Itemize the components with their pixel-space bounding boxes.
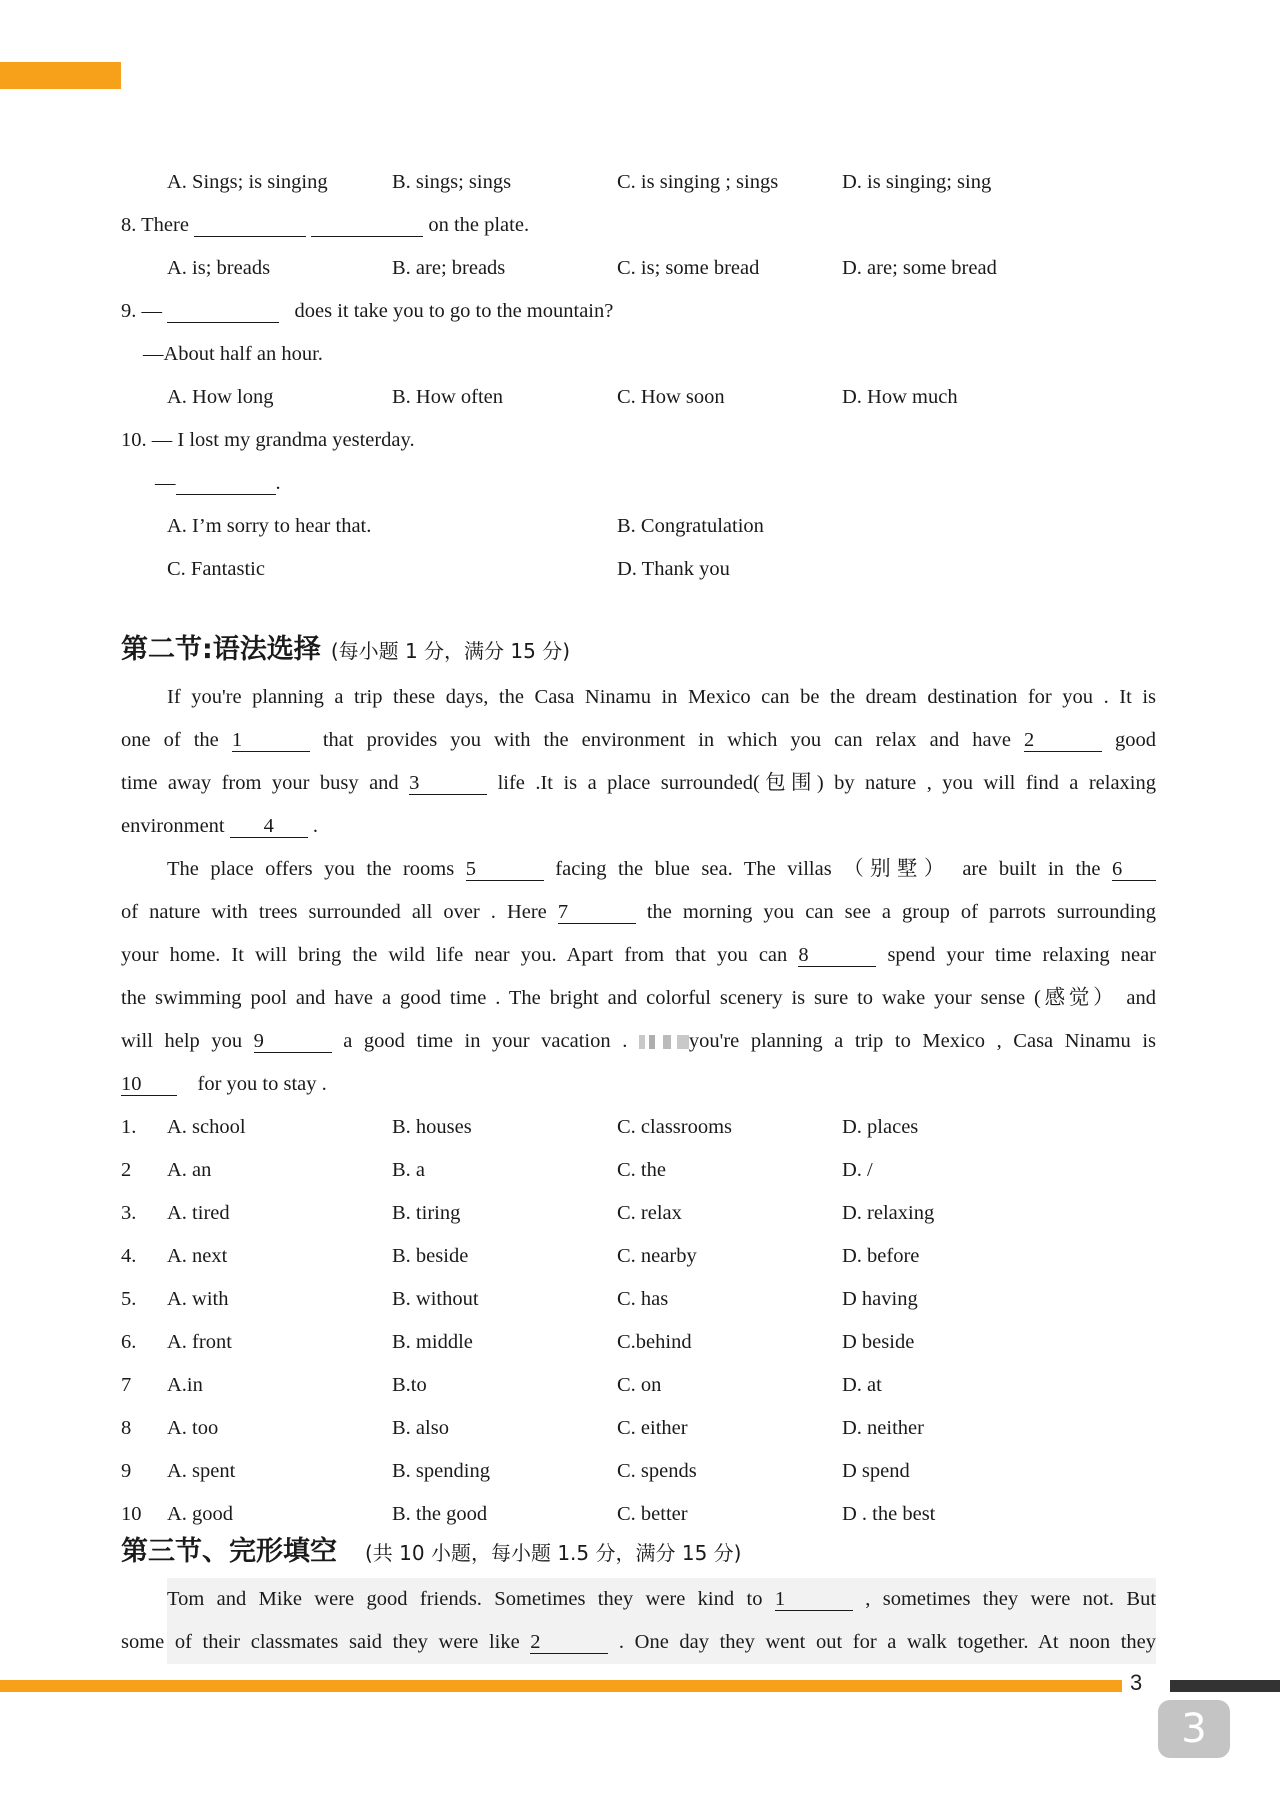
grammar-row-4-option-a: A. next bbox=[167, 1245, 228, 1267]
text: you're planning a trip to Mexico , Casa Ninamu is bbox=[688, 1030, 1157, 1052]
q10-option-c: C. Fantastic bbox=[167, 558, 265, 580]
text: . bbox=[312, 815, 318, 837]
cloze-blank-2: 2 bbox=[530, 1631, 608, 1654]
q8-question bbox=[121, 211, 1156, 239]
grammar-row-5-option-c: C. has bbox=[617, 1288, 669, 1310]
grammar-row-10-option-b: B. the good bbox=[392, 1503, 488, 1525]
q10-option-a: A. I’m sorry to hear that. bbox=[167, 515, 372, 537]
grammar-row-4-option-c: C. nearby bbox=[617, 1245, 697, 1267]
grammar-row-4-option-d: D. before bbox=[842, 1245, 920, 1267]
passage2-line-6 bbox=[121, 898, 1156, 926]
text: environment bbox=[121, 815, 225, 837]
blank-3: 3 bbox=[409, 772, 487, 795]
passage2-line-3 bbox=[121, 769, 1156, 797]
q9-blank bbox=[167, 300, 279, 323]
grammar-row-6-option-b: B. middle bbox=[392, 1331, 473, 1353]
grammar-row-1-num: 1. bbox=[121, 1116, 137, 1138]
grammar-row-9-option-d: D spend bbox=[842, 1460, 910, 1482]
text: of nature with trees surrounded all over . Here bbox=[121, 901, 547, 923]
grammar-row-7-option-c: C. on bbox=[617, 1374, 662, 1396]
q9-answer: —About half an hour. bbox=[143, 343, 323, 365]
passage2-line-5 bbox=[167, 855, 1156, 883]
blank-5: 5 bbox=[466, 858, 544, 881]
text: are built in the bbox=[962, 858, 1101, 880]
text: It will bring the wild life near you. Apart from that you can bbox=[231, 944, 788, 966]
q9-option-c: C. How soon bbox=[617, 386, 725, 408]
blank-9: 9 bbox=[254, 1030, 332, 1053]
grammar-row-10-num: 10 bbox=[121, 1503, 142, 1525]
section2-note: (每小题 1 分，满分 15 分) bbox=[330, 639, 571, 663]
grammar-row-8-option-a: A. too bbox=[167, 1417, 219, 1439]
grammar-row-1-option-b: B. houses bbox=[392, 1116, 472, 1138]
grammar-row-2-option-a: A. an bbox=[167, 1159, 212, 1181]
grammar-row-5-option-b: B. without bbox=[392, 1288, 479, 1310]
text: One day they went out for a walk together. At noon they bbox=[634, 1631, 1157, 1653]
q9-option-b: B. How often bbox=[392, 386, 504, 408]
text: , sometimes they were not. bbox=[865, 1588, 1115, 1610]
grammar-row-4-option-b: B. beside bbox=[392, 1245, 469, 1267]
grammar-row-8-num: 8 bbox=[121, 1417, 132, 1439]
grammar-row-1-option-d: D. places bbox=[842, 1116, 919, 1138]
text: spend your time relaxing near bbox=[887, 944, 1157, 966]
grammar-row-6-option-d: D beside bbox=[842, 1331, 915, 1353]
text: one of the bbox=[121, 729, 219, 751]
cloze-blank-1: 1 bbox=[775, 1588, 853, 1611]
q7-option-c: C. is singing ; sings bbox=[617, 171, 779, 193]
text: for you to stay . bbox=[197, 1073, 327, 1095]
grammar-row-10-option-a: A. good bbox=[167, 1503, 234, 1525]
blank-4: 4 bbox=[230, 815, 308, 838]
text: facing the blue sea. The villas bbox=[555, 858, 832, 880]
section3-heading bbox=[121, 1535, 741, 1571]
text: (感觉） bbox=[1033, 987, 1118, 1009]
passage2-line-9 bbox=[121, 1027, 1156, 1055]
text: . bbox=[618, 1631, 625, 1653]
grammar-row-6-num: 6. bbox=[121, 1331, 137, 1353]
q9-option-a: A. How long bbox=[167, 386, 274, 408]
grammar-row-3-option-c: C. relax bbox=[617, 1202, 682, 1224]
text: and bbox=[1126, 987, 1157, 1009]
blank-10: 10 bbox=[121, 1073, 177, 1096]
passage2-line-1: If you're planning a trip these days, the Casa Ninamu in Mexico can be the dream destination for you . It is bbox=[167, 686, 1156, 708]
section3-title: 第三节、完形填空 bbox=[121, 1536, 337, 1567]
q9-question bbox=[121, 297, 1156, 325]
passage2-line-10 bbox=[121, 1070, 1156, 1098]
q10-period: . bbox=[275, 472, 281, 494]
q10-question: 10. — I lost my grandma yesterday. bbox=[121, 429, 415, 451]
passage3-line-2 bbox=[121, 1628, 1156, 1656]
grammar-row-5-option-d: D having bbox=[842, 1288, 918, 1310]
grammar-row-8-option-b: B. also bbox=[392, 1417, 449, 1439]
text: that provides you with the environment in which you can relax and have bbox=[322, 729, 1011, 751]
grammar-row-2-num: 2 bbox=[121, 1159, 132, 1181]
grammar-row-6-option-c: C.behind bbox=[617, 1331, 692, 1353]
section2-heading bbox=[121, 633, 570, 669]
passage2-line-8 bbox=[121, 984, 1156, 1012]
text: a good time in your vacation . bbox=[343, 1030, 628, 1052]
grammar-row-2-option-c: C. the bbox=[617, 1159, 666, 1181]
q10-option-b: B. Congratulation bbox=[617, 515, 764, 537]
q7-option-d: D. is singing; sing bbox=[842, 171, 992, 193]
q10-blank bbox=[176, 472, 276, 495]
grammar-row-2-option-b: B. a bbox=[392, 1159, 426, 1181]
text: will help you bbox=[121, 1030, 243, 1052]
passage2-line-7 bbox=[121, 941, 1156, 969]
page-number: 3 bbox=[1130, 1670, 1143, 1695]
grammar-row-8-option-d: D. neither bbox=[842, 1417, 924, 1439]
q8-option-a: A. is; breads bbox=[167, 257, 271, 279]
grammar-row-5-option-a: A. with bbox=[167, 1288, 229, 1310]
smudge-mark bbox=[639, 1035, 689, 1049]
blank-7: 7 bbox=[558, 901, 636, 924]
grammar-row-9-option-b: B. spending bbox=[392, 1460, 490, 1482]
page-badge: 3 bbox=[1158, 1700, 1230, 1758]
grammar-row-1-option-c: C. classrooms bbox=[617, 1116, 733, 1138]
q9-option-d: D. How much bbox=[842, 386, 958, 408]
q9-tail: does it take you to go to the mountain? bbox=[294, 300, 614, 322]
bottom-dark-bar bbox=[1170, 1680, 1280, 1692]
text: But bbox=[1126, 1588, 1157, 1610]
grammar-row-6-option-a: A. front bbox=[167, 1331, 232, 1353]
grammar-row-9-option-c: C. spends bbox=[617, 1460, 697, 1482]
blank-1: 1 bbox=[232, 729, 310, 752]
grammar-row-8-option-c: C. either bbox=[617, 1417, 688, 1439]
q7-option-b: B. sings; sings bbox=[392, 171, 512, 193]
text: The place offers you the rooms bbox=[167, 858, 455, 880]
section2-title: 第二节:语法选择 bbox=[121, 634, 321, 665]
text: some of their classmates said they were like bbox=[121, 1631, 520, 1653]
grammar-row-7-option-a: A.in bbox=[167, 1374, 203, 1396]
passage2-line-2 bbox=[121, 726, 1156, 754]
q8-number: 8. There bbox=[121, 214, 189, 236]
blank-6: 6 bbox=[1112, 858, 1156, 881]
text: your home. bbox=[121, 944, 221, 966]
q10-dash: — bbox=[155, 472, 176, 494]
grammar-row-7-option-d: D. at bbox=[842, 1374, 882, 1396]
q8-tail: on the plate. bbox=[428, 214, 530, 236]
bottom-accent-bar bbox=[0, 1680, 1122, 1692]
text: the morning you can see a group of parrots surrounding bbox=[646, 901, 1157, 923]
section3-note: (共 10 小题，每小题 1.5 分，满分 15 分) bbox=[365, 1541, 742, 1565]
q9-number: 9. — bbox=[121, 300, 162, 322]
q7-option-a: A. Sings; is singing bbox=[167, 171, 328, 193]
grammar-row-9-num: 9 bbox=[121, 1460, 132, 1482]
blank-2: 2 bbox=[1024, 729, 1102, 752]
grammar-row-3-option-d: D. relaxing bbox=[842, 1202, 935, 1224]
grammar-row-7-option-b: B.to bbox=[392, 1374, 427, 1396]
grammar-row-3-option-b: B. tiring bbox=[392, 1202, 461, 1224]
q8-blank-2 bbox=[311, 214, 423, 237]
passage2-line-4 bbox=[121, 812, 1156, 840]
q8-option-c: C. is; some bread bbox=[617, 257, 760, 279]
top-accent-bar bbox=[0, 62, 121, 89]
grammar-row-10-option-c: C. better bbox=[617, 1503, 688, 1525]
text: time away from your busy and bbox=[121, 772, 399, 794]
grammar-row-1-option-a: A. school bbox=[167, 1116, 246, 1138]
text: good bbox=[1115, 729, 1156, 751]
blank-8: 8 bbox=[798, 944, 876, 967]
text: Tom and Mike were good friends. Sometimes they were kind to bbox=[167, 1588, 763, 1610]
grammar-row-2-option-d: D. / bbox=[842, 1159, 873, 1181]
grammar-row-5-num: 5. bbox=[121, 1288, 137, 1310]
grammar-row-3-num: 3. bbox=[121, 1202, 137, 1224]
grammar-row-4-num: 4. bbox=[121, 1245, 137, 1267]
grammar-row-9-option-a: A. spent bbox=[167, 1460, 236, 1482]
grammar-row-7-num: 7 bbox=[121, 1374, 132, 1396]
q8-option-d: D. are; some bread bbox=[842, 257, 997, 279]
text: life .It is a place surrounded(包围) by nature , you will find a relaxing bbox=[497, 772, 1157, 794]
q8-blank-1 bbox=[194, 214, 306, 237]
q8-option-b: B. are; breads bbox=[392, 257, 506, 279]
text: the swimming pool and have a good time . The bright and colorful scenery is sure to wake your sense bbox=[121, 987, 1026, 1009]
text: （别墅） bbox=[843, 858, 951, 880]
grammar-row-10-option-d: D . the best bbox=[842, 1503, 936, 1525]
q10-option-d: D. Thank you bbox=[617, 558, 730, 580]
passage3-line-1 bbox=[167, 1585, 1156, 1613]
grammar-row-3-option-a: A. tired bbox=[167, 1202, 230, 1224]
q10-response bbox=[155, 469, 281, 497]
